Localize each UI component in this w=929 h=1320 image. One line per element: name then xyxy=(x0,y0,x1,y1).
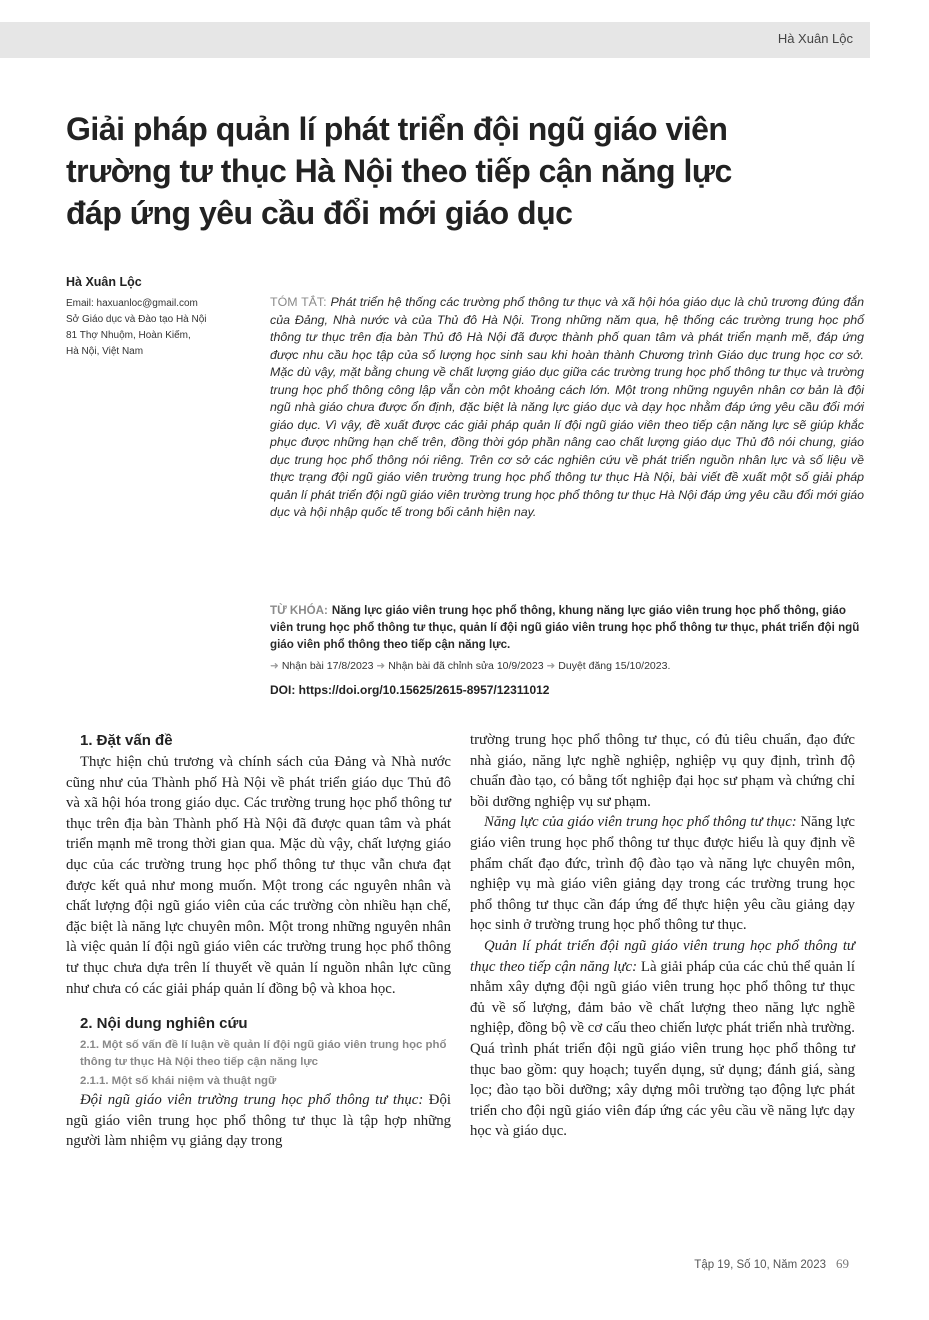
body-paragraph xyxy=(66,1090,451,1152)
issue-info: Tập 19, Số 10, Năm 2023 xyxy=(694,1259,826,1271)
section-heading: 1. Đặt vấn đề xyxy=(80,732,173,749)
body-paragraph: trường trung học phổ thông tư thục, có đủ tiêu chuẩn, đạo đức nhà giáo, năng lực nghề nghiệp, nghiệp vụ quy định, trình độ chuẩn đào tạo, có bằng tốt nghiệp đại học sư phạm và chứng chỉ bồi dưỡng nghiệp vụ sư phạm. xyxy=(470,732,855,810)
header-bar xyxy=(0,22,870,58)
accepted-date: Duyệt đăng 15/10/2023. xyxy=(558,660,671,672)
received-date: Nhận bài 17/8/2023 xyxy=(281,660,374,672)
title-line: Giải pháp quản lí phát triển đội ngũ giáo viên xyxy=(66,111,728,147)
subsection-heading: 2.1. Một số vấn đề lí luận về quản lí đội ngũ giáo viên trung học phổ thông tư thục Hà Nội theo tiếp cận năng lực xyxy=(80,1039,447,1068)
arrow-icon: ➜ xyxy=(376,660,386,672)
keywords xyxy=(270,602,866,653)
body-paragraph: Thực hiện chủ trương và chính sách của Đảng và Nhà nước cũng như của Thành phố Hà Nội về phát triển giáo dục Thủ đô và xã hội hóa trong giáo dục. Các trường trung học phổ thông tư thục trên địa bàn Thành phố Hà Nội đã được quan tâm và phát triển mạnh mẽ trong thời gian qua. Mặc dù vậy, chất lượng giáo dục của các trường trung học phổ thông tư thục vẫn chưa đạt được kết quả như mong muốn. Một trong các nguyên nhân và chất lượng đội ngũ giáo viên của các trường còn nhiều hạn chế, đặc biệt là năng lực chuyên môn. Một trong những nguyên nhân là việc quản lí đội ngũ giáo viên các trường trung học phổ thông tư thục chưa dựa trên lí thuyết về quản lí nguồn nhân lực cũng như chưa có các giải pháp quản lí đồng bộ và khoa học. xyxy=(66,754,451,997)
body-paragraph xyxy=(470,812,855,936)
definition-term: Quản lí phát triển đội ngũ giáo viên trung học phổ thông tư thục theo tiếp cận năng lực: xyxy=(470,937,855,975)
subsubsection-heading: 2.1.1. Một số khái niệm và thuật ngữ xyxy=(80,1075,277,1088)
doi-link[interactable]: DOI: https://doi.org/10.15625/2615-8957/12311012 xyxy=(270,683,550,697)
keywords-label: TỪ KHÓA: xyxy=(270,604,328,617)
page-footer xyxy=(0,1256,849,1272)
abstract-label: TÓM TẮT: xyxy=(270,295,327,309)
author-address: 81 Thợ Nhuộm, Hoàn Kiếm, xyxy=(66,330,191,341)
author-city: Hà Nội, Việt Nam xyxy=(66,346,144,357)
revised-date: Nhận bài đã chỉnh sửa 10/9/2023 xyxy=(388,660,544,672)
article-title xyxy=(66,108,866,234)
body-paragraph xyxy=(470,936,855,1142)
abstract-text: Phát triển hệ thống các trường phổ thông tư thục và xã hội hóa giáo dục là chủ trương đúng đắn của Đảng, Nhà nước và của Thủ đô Hà Nội. Trong những năm qua, hệ thống các trường trung học phổ thông tư thục trên địa bàn Thủ đô Hà Nội đã được thành phố quan tâm và phát triển mạnh mẽ, đáp ứng được nhu cầu học tập của số lượng học sinh sau khi hoàn thành Chương trình Giáo dục trung học cơ sở. Mặc dù vậy, mặt bằng chung về chất lượng giáo dục giữa các trường trung học phổ thông tư thục và trường trung học phổ thông công lập vẫn còn một khoảng cách lớn. Một trong những nguyên nhân cơ bản là đội ngũ nhà giáo chưa được ổn định, đặc biệt là năng lực giáo dục và dạy học nhằm đáp ứng yêu cầu đổi mới giáo dục. Vì vậy, đề xuất được các giải pháp quản lí đội ngũ giáo viên theo tiếp cận năng lực sẽ giúp khắc phục được những hạn chế trên, đồng thời góp phần nâng cao chất lượng giáo dục Thủ đô nói chung, giáo dục trung học phổ thông nói riêng. Trên cơ sở các nghiên cứu về phát triển nguồn nhân lực và số liệu về thực trạng đội ngũ giáo viên trường trung học phổ thông tư thục Hà Nội, bài viết đề xuất một số giải pháp quản lí phát triển đội ngũ giáo viên trường trung học phổ thông tư thục Hà Nội đáp ứng yêu cầu đổi mới giáo dục và hội nhập quốc tế trong bối cảnh hiện nay. xyxy=(270,295,864,519)
definition-text: Đội ngũ giáo viên trung học phổ thông tư thục là tập hợp những người làm nhiệm vụ giảng dạy trong xyxy=(66,1092,451,1150)
author-affiliation xyxy=(66,296,256,360)
page-number: 69 xyxy=(836,1256,849,1271)
body-column-left xyxy=(66,730,451,1152)
definition-term: Năng lực của giáo viên trung học phổ thông tư thục: xyxy=(484,814,797,831)
abstract xyxy=(270,294,864,522)
arrow-icon: ➜ xyxy=(546,660,556,672)
definition-term: Đội ngũ giáo viên trường trung học phổ thông tư thục: xyxy=(80,1092,424,1109)
definition-text: Là giải pháp của các chủ thể quản lí nhằm xây dựng đội ngũ giáo viên trung học phổ thông tư thục đủ về số lượng, đảm bảo về chất lượng theo năng lực nghề nghiệp, đồng bộ về cơ cấu theo chiến lược phát triển nhà trường. Quá trình phát triển đội ngũ giáo viên trung học phổ thông tư thục bao gồm: quy hoạch; tuyển dụng, sử dụng; đánh giá, sàng lọc; đào tạo bồi dưỡng; xây dựng môi trường tạo động lực phát triển cho đội ngũ giáo viên đáp ứng các yêu cầu về năng lực dạy học và giáo dục. xyxy=(470,958,855,1140)
author-name: Hà Xuân Lộc xyxy=(66,275,142,289)
title-line: trường tư thục Hà Nội theo tiếp cận năng lực xyxy=(66,153,732,189)
author-institution: Sở Giáo dục và Đào tạo Hà Nội xyxy=(66,314,207,325)
keywords-text: Năng lực giáo viên trung học phổ thông, khung năng lực giáo viên trung học phổ thông, giáo viên trung học phổ thông tư thục, quản lí đội ngũ giáo viên trung học phổ thông tư thục, phát triển đội ngũ giáo viên phổ thông theo tiếp cận năng lực. xyxy=(270,604,860,651)
section-heading: 2. Nội dung nghiên cứu xyxy=(80,1015,248,1033)
author-email: Email: haxuanloc@gmail.com xyxy=(66,298,198,309)
definition-text: Năng lực giáo viên trung học phổ thông tư thục được hiểu là quy định về phẩm chất đạo đức, trình độ đào tạo và năng lực chuyên môn, nghiệp vụ mà giáo viên giảng dạy trong các trường trung học phổ thông tư thục cần đáp ứng để thực hiện yêu cầu giảng dạy học sinh ở trường trung học phổ thông tư thục. xyxy=(470,814,855,934)
running-header-author: Hà Xuân Lộc xyxy=(777,31,853,46)
body-column-right xyxy=(470,730,855,1142)
arrow-icon: ➜ xyxy=(270,660,279,672)
article-dates xyxy=(270,660,670,672)
title-line: đáp ứng yêu cầu đổi mới giáo dục xyxy=(66,195,573,231)
